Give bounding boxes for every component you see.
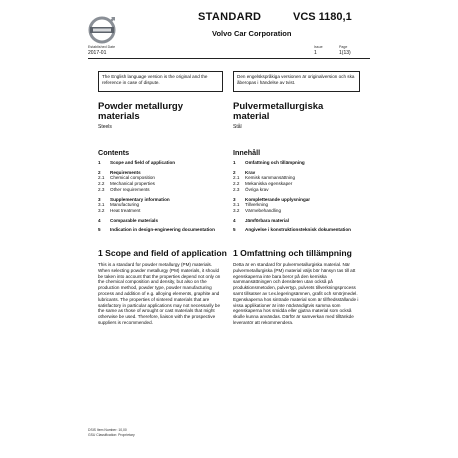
corporation-name: Volvo Car Corporation <box>212 29 292 38</box>
section1-heading-en: 1 Scope and field of application <box>98 248 227 258</box>
toc-item-label: Angivelse i konstruktionsteknisk dokumentation <box>245 227 351 233</box>
toc-item-label: Mechanical properties <box>110 181 155 187</box>
toc-item-label: Scope and field of application <box>110 160 176 165</box>
toc-item-number: 2.1 <box>233 175 240 181</box>
footer-item-number: DSIS Item Number: 10,00 <box>88 428 127 432</box>
contents-list-en <box>98 160 223 233</box>
page-value: 1(13) <box>339 50 351 56</box>
toc-item-number: 3 <box>233 196 236 202</box>
toc-item-number: 1 <box>233 160 236 165</box>
issue-label: Issue <box>314 45 323 49</box>
title-en: Powder metallurgy materials <box>98 101 183 122</box>
toc-item-number: 2.2 <box>233 181 240 187</box>
toc-item-number: 5 <box>98 227 101 233</box>
footer-classification: GSU Classification: Proprietary <box>88 433 135 437</box>
volvo-logo-icon <box>88 16 116 44</box>
header-divider <box>88 58 370 59</box>
toc-item-number: 4 <box>233 217 236 223</box>
established-label: Established Date <box>88 45 116 49</box>
section1-heading-sv: 1 Omfattning och tillämpning <box>233 248 352 258</box>
title-sv: Pulvermetallurgiska material <box>233 101 324 122</box>
toc-item-label: Heat treatment <box>110 207 141 213</box>
toc-item-number: 4 <box>98 217 101 223</box>
established-value: 2017-01 <box>88 50 107 56</box>
language-notice-en-text: The English language version is the original and the reference in case of dispute. <box>102 74 208 85</box>
toc-item-number: 1 <box>98 160 101 165</box>
toc-item-number: 3.1 <box>233 202 240 208</box>
toc-item-number: 5 <box>233 227 236 233</box>
toc-item-label: Värmebehandling <box>245 207 282 213</box>
toc-item-label: Jämförbara material <box>245 217 289 223</box>
document-type: STANDARD <box>198 11 262 23</box>
toc-item-label: Chemical composition <box>110 175 155 181</box>
toc-item-label: Supplementary information <box>110 196 170 202</box>
contents-heading-sv: Innehåll <box>233 148 261 157</box>
toc-item-label: Omfattning och tillämpning <box>245 160 305 165</box>
toc-item-number: 2.2 <box>98 181 105 187</box>
issue-value: 1 <box>314 50 317 56</box>
toc-item-number: 2 <box>233 169 236 175</box>
toc-item[interactable] <box>98 227 223 233</box>
toc-item-label: Other requirements <box>110 186 150 192</box>
toc-item-label: Mekaniska egenskaper <box>245 181 293 187</box>
toc-item-number: 3 <box>98 196 101 202</box>
toc-item-label: Tillverkning <box>245 202 269 208</box>
language-notice-sv-text: Den engelskspråkiga versionen är originalversion och ska åberopas i händelse av tvist. <box>237 74 355 85</box>
toc-item-number: 3.1 <box>98 202 105 208</box>
toc-item-label: Kompletterande upplysningar <box>245 196 311 202</box>
subtitle-sv: Stål <box>233 124 242 130</box>
toc-item-number: 2.1 <box>98 175 105 181</box>
contents-list-sv <box>233 160 358 233</box>
subtitle-en: Steels <box>98 124 112 130</box>
toc-item-label: Kemisk sammansättning <box>245 175 296 181</box>
toc-item-label: Requirements <box>110 169 141 175</box>
contents-heading-en: Contents <box>98 148 130 157</box>
toc-item-number: 2.3 <box>233 186 240 192</box>
toc-item-label: Indication in design-engineering documentation <box>110 227 215 233</box>
toc-item-label: Comparable materials <box>110 217 158 223</box>
toc-item-label: Krav <box>245 169 256 175</box>
page-label: Page <box>339 45 348 49</box>
language-notice-sv <box>233 71 360 92</box>
toc-item-number: 2 <box>98 169 101 175</box>
language-notice-en <box>98 71 223 92</box>
toc-item-number: 3.2 <box>98 207 105 213</box>
toc-item[interactable] <box>233 227 358 233</box>
toc-item-number: 2.3 <box>98 186 105 192</box>
toc-item-label: Övriga krav <box>245 186 269 192</box>
standard-number: VCS 1180,1 <box>293 11 352 23</box>
section1-text-sv: Detta är en standard för pulvermetallurgiska material. När pulvermetallurgiska (PM) material väljs bör hänsyn tas till att egenskaperna inte bara beror på den kemiska sammansättningen och densiteten utan också på produktionsmetoden, pulvertyp, pulvrets tillverkningsprocess samt tillsatser av t.ex.legeringsämnen, grafit och smörjmedel. Egenskaperna hos sintrade material som är tillfredsställande i vissa applikationer är inte nödvändigtvis samma som egenskaperna hos smidda eller gjutna material som också skulle kunna användas. Därför är samverkan med tilltänkde leverantör att rekommendera. <box>233 262 359 325</box>
toc-item-label: Manufacturing <box>110 202 140 208</box>
section1-text-en: This is a standard for powder metallurgy (PM) materials. When selecting powder metallurgy (PM) materials, it should be taken into account that the properties depend not only on the chemical composition and density, but also on the production method, powder type, powder manufacturing process and addition of e.g. alloying elements, graphite and lubricants. The properties of sintered materials that are satisfactory in particular applications may not necessarily be the same as those of wrought or cast materials that might otherwise be used. Therefore, liaison with the prospective suppliers is recommended. <box>98 262 221 325</box>
toc-item-number: 3.2 <box>233 207 240 213</box>
